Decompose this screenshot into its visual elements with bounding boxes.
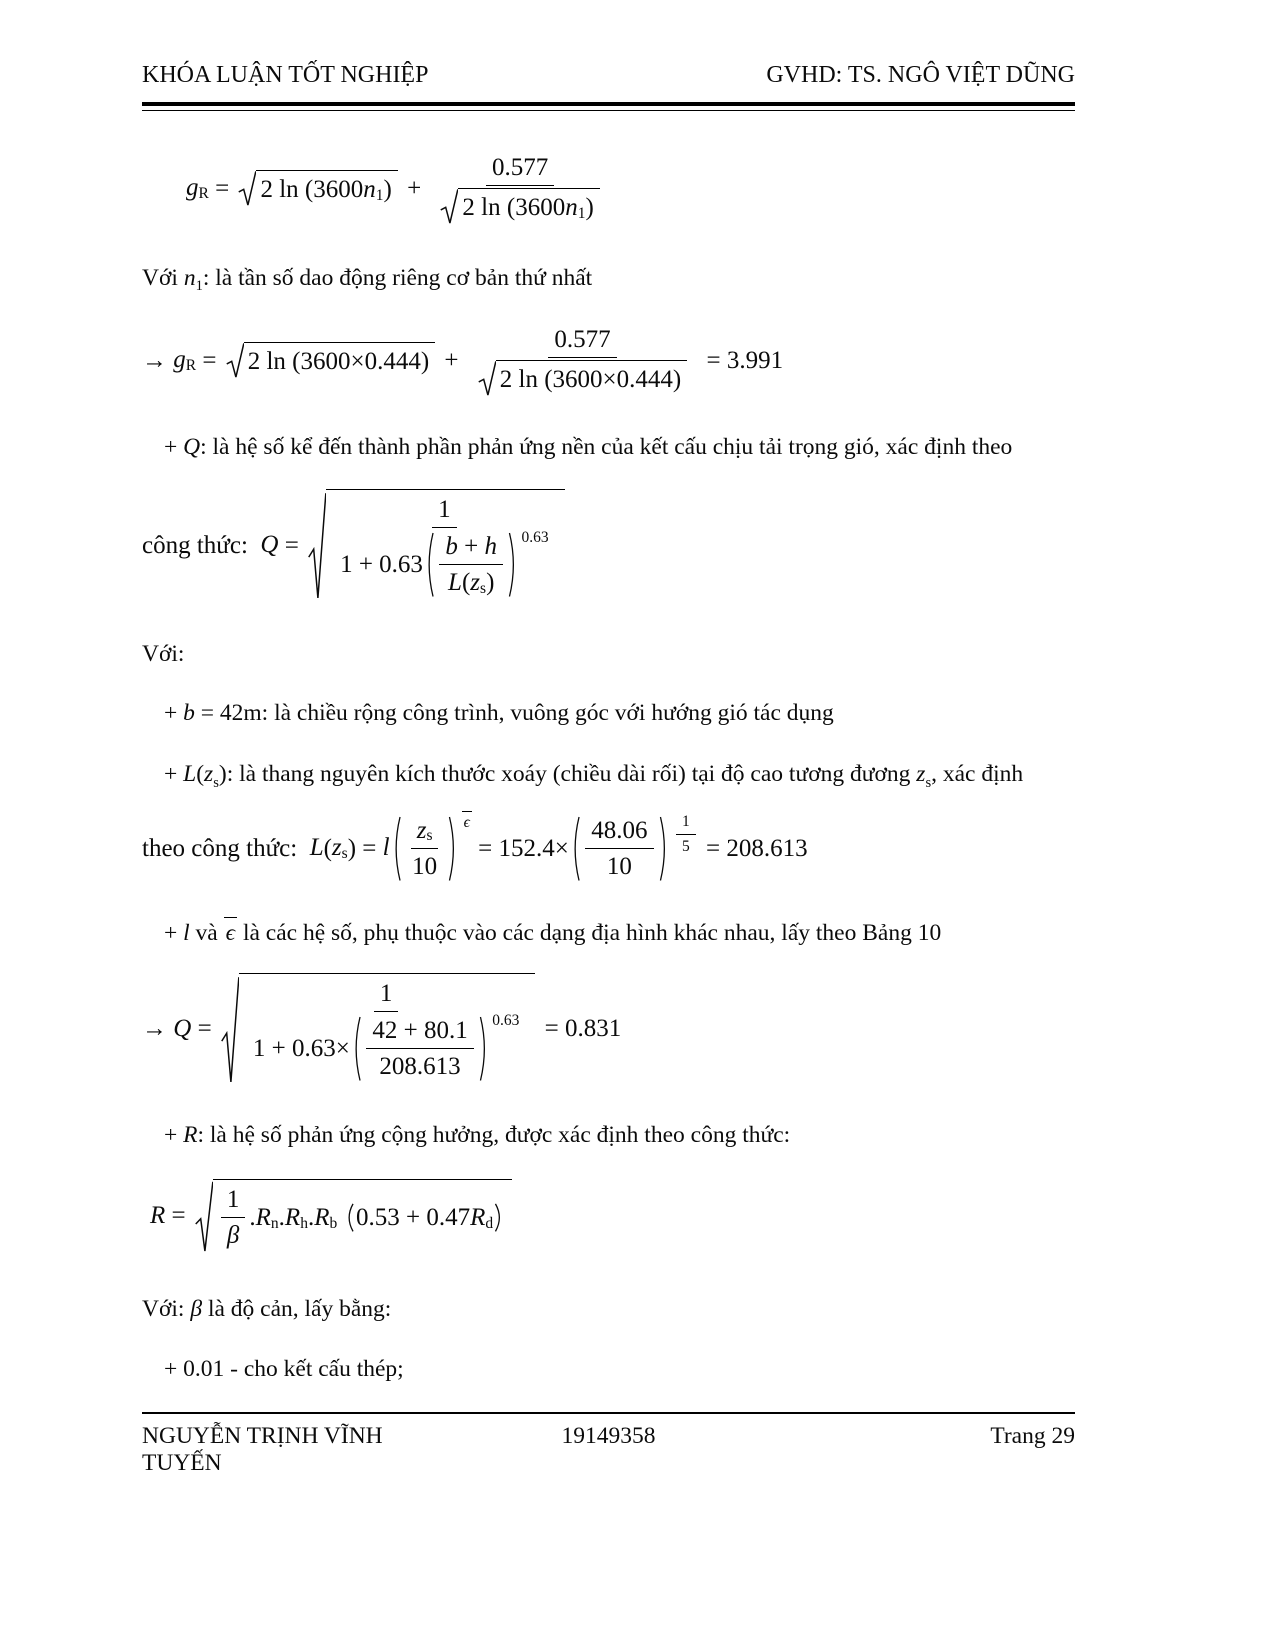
math-denominator bbox=[406, 849, 443, 883]
math-paren-group bbox=[391, 814, 459, 884]
math-variable: ϵ bbox=[463, 814, 470, 832]
header-rule bbox=[142, 102, 1075, 111]
math-paren-content bbox=[356, 1202, 493, 1233]
math-subscript: s bbox=[925, 774, 932, 791]
math-text: : là tần số dao động riêng cơ bản thứ nhất bbox=[202, 264, 593, 291]
math-paren-content bbox=[435, 530, 507, 600]
math-subscript: s bbox=[213, 774, 219, 791]
math-text: = bbox=[165, 1202, 192, 1230]
math-subscript: 1 bbox=[195, 278, 203, 295]
math-text: . bbox=[307, 1203, 315, 1231]
math-subscript: 1 bbox=[375, 186, 384, 204]
math-text: 2 ln (3600×0.444) bbox=[247, 348, 430, 375]
math-subscript: h bbox=[300, 1214, 308, 1232]
formula-gr-definition bbox=[142, 151, 1075, 226]
math-text: 10 bbox=[412, 852, 438, 880]
math-text: theo công thức: bbox=[142, 834, 310, 862]
math-paren-group bbox=[570, 814, 669, 884]
page-footer bbox=[142, 1412, 1075, 1477]
left-paren-icon bbox=[391, 815, 402, 883]
math-text: 1 bbox=[682, 813, 690, 831]
footer-author: NGUYỄN TRỊNH VĨNH TUYẾN bbox=[142, 1423, 383, 1476]
para-voi bbox=[142, 640, 1075, 669]
math-variable: R bbox=[284, 1203, 301, 1231]
math-radicand bbox=[256, 170, 397, 206]
math-overbar bbox=[462, 811, 472, 832]
math-denominator bbox=[334, 528, 555, 601]
radical-icon bbox=[238, 170, 256, 206]
math-numerator bbox=[411, 814, 439, 849]
math-variable: z bbox=[204, 761, 214, 788]
right-paren-icon bbox=[494, 1203, 505, 1232]
formula-r-definition bbox=[142, 1179, 1075, 1254]
math-text: Với bbox=[142, 264, 184, 291]
radical-icon bbox=[308, 489, 326, 602]
math-fraction bbox=[431, 151, 608, 226]
math-exponent: 0.63 bbox=[521, 528, 549, 546]
math-subscript: R bbox=[185, 357, 197, 374]
math-text: 5 bbox=[682, 837, 690, 855]
math-fraction bbox=[406, 814, 443, 884]
radical-icon bbox=[478, 360, 496, 396]
math-variable: Q bbox=[183, 434, 201, 461]
math-text: là các hệ số, phụ thuộc vào các dạng địa hình khác nhau, lấy theo Bảng 10 bbox=[237, 920, 942, 947]
math-variable: z bbox=[416, 816, 427, 844]
para-l-epsilon-coefficients bbox=[142, 917, 1075, 948]
right-paren-icon bbox=[448, 815, 459, 883]
footer-student-id: 19149358 bbox=[561, 1423, 656, 1449]
math-denominator bbox=[373, 1049, 466, 1083]
para-steel-damping-value bbox=[142, 1355, 1075, 1384]
math-radicand bbox=[496, 360, 687, 396]
math-text: 2 ln (3600 bbox=[260, 176, 364, 204]
math-variable: R bbox=[314, 1203, 330, 1231]
math-radicand bbox=[326, 489, 565, 602]
formula-gr-value bbox=[142, 323, 1075, 398]
math-fraction bbox=[366, 1014, 473, 1084]
math-variable: g bbox=[173, 346, 186, 374]
math-radicand bbox=[458, 188, 599, 224]
page-header bbox=[142, 62, 1075, 89]
math-text: ( bbox=[196, 761, 205, 788]
math-text: = bbox=[191, 1015, 218, 1043]
math-numerator bbox=[221, 1183, 246, 1218]
math-variable: g bbox=[186, 174, 199, 202]
math-text: ( bbox=[461, 569, 471, 597]
math-text: 2 ln (3600×0.444) bbox=[499, 366, 682, 394]
math-subscript: 1 bbox=[577, 205, 586, 223]
math-denominator bbox=[431, 186, 608, 225]
math-text: 2 ln (3600 bbox=[462, 194, 566, 222]
math-fraction bbox=[439, 530, 503, 600]
math-variable: n bbox=[363, 176, 376, 204]
footer-rule bbox=[142, 1412, 1075, 1414]
math-numerator bbox=[432, 493, 457, 528]
math-text: và bbox=[189, 920, 224, 947]
math-fraction bbox=[221, 1183, 246, 1253]
math-variable: Q bbox=[260, 531, 279, 559]
math-variable: l bbox=[382, 834, 390, 862]
math-numerator bbox=[676, 811, 696, 834]
math-text: + bbox=[164, 1122, 184, 1149]
right-paren-icon bbox=[508, 531, 519, 599]
math-text: 0.577 bbox=[554, 325, 611, 353]
math-text: = bbox=[196, 346, 223, 374]
math-denominator bbox=[601, 849, 638, 883]
math-paren-group bbox=[351, 1014, 489, 1084]
math-text: . bbox=[249, 1203, 256, 1231]
math-text: → bbox=[142, 346, 174, 374]
math-text: : là hệ số kể đến thành phần phản ứng nền của kết cấu chịu tải trọng gió, xác định theo bbox=[200, 434, 1013, 461]
math-text: + bbox=[438, 346, 465, 374]
math-fraction bbox=[334, 493, 555, 601]
math-subscript: d bbox=[485, 1214, 494, 1232]
math-text: + bbox=[164, 920, 184, 947]
header-title: KHÓA LUẬN TỐT NGHIỆP bbox=[142, 62, 429, 88]
math-text: 1 + 0.63× bbox=[252, 1034, 350, 1062]
para-b-width bbox=[142, 699, 1075, 728]
math-denominator bbox=[676, 835, 696, 857]
math-text: công thức: bbox=[142, 531, 261, 559]
math-text: = bbox=[278, 531, 306, 559]
math-text: ( bbox=[323, 834, 332, 862]
math-exponent: 0.63 bbox=[492, 1012, 520, 1030]
math-fraction bbox=[585, 814, 653, 884]
left-paren-icon bbox=[424, 531, 435, 599]
math-text: Với: bbox=[142, 640, 185, 667]
math-sqrt bbox=[440, 188, 599, 224]
math-variable: z bbox=[470, 569, 481, 597]
math-sqrt bbox=[195, 1179, 512, 1254]
math-text: . bbox=[278, 1203, 285, 1231]
math-text: + bbox=[164, 434, 184, 461]
math-sqrt bbox=[308, 489, 565, 602]
math-variable: n bbox=[183, 264, 196, 291]
math-subscript: n bbox=[270, 1214, 279, 1232]
math-text: 208.613 bbox=[379, 1053, 461, 1080]
math-text: + bbox=[457, 533, 485, 560]
math-text: 1 bbox=[379, 979, 393, 1007]
math-text: 42 + 80.1 bbox=[372, 1016, 468, 1044]
math-overbar bbox=[224, 917, 237, 948]
formula-lzs-value bbox=[142, 814, 1075, 884]
math-text: 48.06 bbox=[591, 816, 648, 844]
math-subscript: s bbox=[341, 845, 348, 863]
math-text: Với: bbox=[142, 1296, 191, 1323]
math-text bbox=[337, 1202, 343, 1233]
para-beta-damping bbox=[142, 1295, 1075, 1324]
math-numerator bbox=[366, 1014, 473, 1049]
math-variable: h bbox=[484, 533, 498, 560]
math-variable: L bbox=[448, 569, 462, 597]
math-variable: R bbox=[150, 1201, 166, 1229]
para-lzs-definition bbox=[142, 760, 1075, 789]
right-paren-icon bbox=[659, 815, 670, 883]
math-denominator bbox=[442, 565, 500, 599]
math-text: , xác định bbox=[931, 761, 1024, 788]
radical-icon bbox=[226, 342, 244, 378]
math-variable: Q bbox=[173, 1014, 192, 1042]
math-text: + 0.01 - cho kết cấu thép; bbox=[164, 1355, 404, 1382]
math-variable: L bbox=[309, 834, 324, 862]
formula-q-definition bbox=[142, 489, 1075, 602]
math-variable: R bbox=[183, 1122, 198, 1149]
math-text: 1 + 0.63 bbox=[340, 551, 423, 579]
math-sqrt bbox=[238, 170, 397, 206]
math-text: 0.577 bbox=[491, 154, 549, 181]
math-paren-content bbox=[581, 814, 657, 884]
math-variable: l bbox=[183, 920, 190, 947]
math-variable: z bbox=[916, 761, 926, 788]
math-text: ) bbox=[383, 176, 392, 204]
math-variable: b bbox=[183, 699, 195, 726]
math-subscript: s bbox=[480, 580, 487, 598]
footer-page-number: Trang 29 bbox=[990, 1423, 1075, 1449]
math-fraction bbox=[247, 977, 525, 1085]
radical-icon bbox=[195, 1179, 213, 1254]
math-paren-group bbox=[344, 1202, 504, 1233]
math-radicand bbox=[213, 1179, 512, 1254]
math-subscript: s bbox=[426, 827, 433, 845]
math-variable: n bbox=[565, 194, 578, 222]
math-numerator bbox=[439, 530, 503, 565]
math-numerator bbox=[374, 977, 399, 1012]
math-variable: R bbox=[470, 1203, 486, 1231]
header-advisor: GVHD: TS. NGÔ VIỆT DŨNG bbox=[766, 62, 1075, 88]
math-variable: z bbox=[331, 834, 342, 862]
math-text: là độ cản, lấy bằng: bbox=[202, 1296, 392, 1323]
math-paren-group bbox=[424, 530, 519, 600]
left-paren-icon bbox=[344, 1203, 355, 1232]
math-variable: ϵ bbox=[225, 920, 236, 947]
footer-text bbox=[142, 1423, 1075, 1477]
math-text: ): là thang nguyên kích thước xoáy (chiều dài rối) tại độ cao tương đương bbox=[218, 761, 917, 788]
math-subscript: b bbox=[329, 1214, 338, 1232]
math-text: = 208.613 bbox=[699, 834, 808, 862]
math-numerator bbox=[486, 151, 554, 186]
math-variable: β bbox=[190, 1296, 203, 1323]
math-text: = 152.4× bbox=[471, 834, 569, 862]
math-denominator bbox=[469, 358, 696, 397]
left-paren-icon bbox=[570, 815, 581, 883]
math-text: = bbox=[208, 174, 236, 202]
math-text: 1 bbox=[226, 1185, 240, 1213]
math-text: : là hệ số phản ứng cộng hưởng, được xác định theo công thức: bbox=[197, 1122, 791, 1149]
math-text: 1 bbox=[438, 495, 451, 523]
math-fraction bbox=[469, 323, 696, 398]
math-fraction bbox=[676, 811, 696, 857]
math-text: + bbox=[400, 174, 428, 202]
para-q-definition bbox=[142, 433, 1075, 462]
math-denominator bbox=[247, 1012, 525, 1085]
math-text: 10 bbox=[606, 852, 632, 880]
math-radicand bbox=[244, 342, 435, 378]
math-text: ) bbox=[486, 569, 495, 597]
math-sqrt bbox=[478, 360, 687, 396]
math-text: → bbox=[142, 1015, 174, 1043]
math-subscript: R bbox=[198, 185, 209, 203]
math-text: = 0.831 bbox=[538, 1015, 622, 1043]
math-sqrt bbox=[221, 973, 535, 1086]
math-text: + bbox=[164, 699, 184, 726]
math-variable: b bbox=[445, 533, 458, 560]
left-paren-icon bbox=[351, 1015, 362, 1083]
radical-icon bbox=[440, 188, 458, 224]
math-numerator bbox=[548, 323, 616, 358]
math-sqrt bbox=[226, 342, 435, 378]
math-exponent bbox=[462, 811, 472, 832]
math-variable: R bbox=[255, 1203, 271, 1231]
math-radicand bbox=[239, 973, 535, 1086]
para-r-definition bbox=[142, 1121, 1075, 1150]
math-paren-content bbox=[402, 814, 447, 884]
right-paren-icon bbox=[479, 1015, 490, 1083]
para-n1-definition bbox=[142, 264, 1075, 293]
math-text: ) bbox=[585, 194, 594, 222]
math-text: 0.53 + 0.47 bbox=[355, 1203, 471, 1231]
math-exponent bbox=[672, 811, 700, 857]
math-denominator bbox=[221, 1218, 245, 1252]
math-numerator bbox=[585, 814, 653, 849]
math-text: = 3.991 bbox=[700, 346, 784, 374]
math-text: + bbox=[164, 761, 184, 788]
formula-q-value bbox=[142, 973, 1075, 1086]
math-variable: β bbox=[226, 1221, 240, 1249]
math-variable: L bbox=[183, 761, 197, 788]
math-text: = 42m: là chiều rộng công trình, vuông góc với hướng gió tác dụng bbox=[194, 699, 834, 726]
math-text: ) = bbox=[347, 834, 383, 862]
math-paren-content bbox=[362, 1014, 477, 1084]
radical-icon bbox=[221, 973, 239, 1086]
